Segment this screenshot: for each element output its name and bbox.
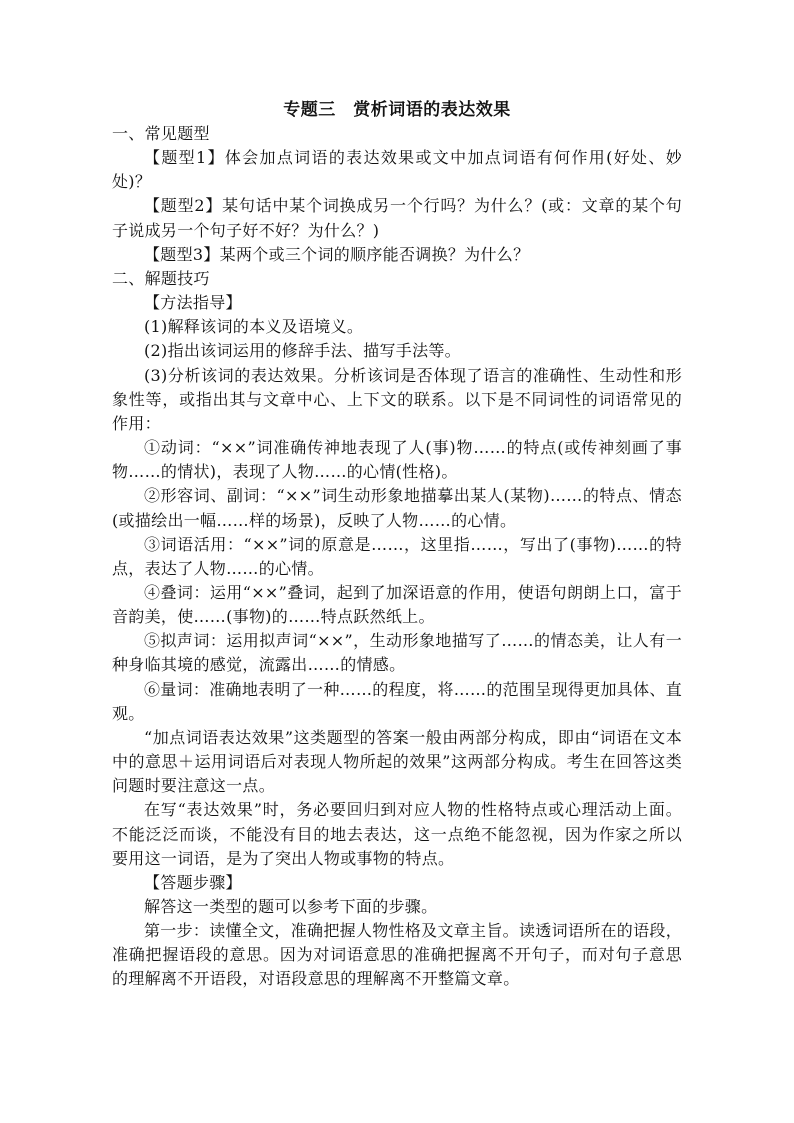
page-title: 专题三 赏析词语的表达效果 xyxy=(283,100,511,120)
body-paragraph: (2)指出该词运用的修辞手法、描写手法等。 xyxy=(144,341,461,361)
body-paragraph: 在写“表达效果”时，务必要回归到对应人物的性格特点或心理活动上面。不能泛泛而谈，不能没有目的地去表达，这一点绝不能忽视，因为作家之所以要用这一词语，是为了突出人物或事物的特点。 xyxy=(112,800,682,868)
document-body xyxy=(112,122,682,992)
body-paragraph: 【题型1】体会加点词语的表达效果或文中加点词语有何作用(好处、妙处)？ xyxy=(112,148,682,192)
body-paragraph: 【题型2】某句话中某个词换成另一个行吗？为什么？(或：文章的某个句子说成另一个句子好不好？为什么？) xyxy=(112,196,682,240)
body-paragraph: ③词语活用：“××”词的原意是……，这里指……，写出了(事物)……的特点，表达了人物……的心情。 xyxy=(112,534,682,578)
section-heading: 一、常见题型 xyxy=(112,124,210,143)
body-paragraph: “加点词语表达效果”这类题型的答案一般由两部分构成，即由“词语在文本中的意思＋运用词语后对表现人物所起的效果”这两部分构成。考生在回答这类问题时要注意这一点。 xyxy=(112,727,682,796)
body-paragraph: (3)分析该词的表达效果。分析该词是否体现了语言的准确性、生动性和形象性等，或指出其与文章中心、上下文的联系。以下是不同词性的词语常见的作用： xyxy=(112,365,682,433)
body-paragraph: 【题型3】某两个或三个词的顺序能否调换？为什么？ xyxy=(144,244,530,264)
body-paragraph: ④叠词：运用“××”叠词，起到了加深语意的作用，使语句朗朗上口，富于音韵美，使……(事物)的……特点跃然纸上。 xyxy=(112,582,682,627)
body-paragraph: ①动词：“××”词准确传神地表现了人(事)物……的特点(或传神刻画了事物……的情状)，表现了人物……的心情(性格)。 xyxy=(112,438,682,482)
body-paragraph: ②形容词、副词：“××”词生动形象地描摹出某人(某物)……的特点、情态(或描绘出一幅……样的场景)，反映了人物……的心情。 xyxy=(112,486,682,530)
body-paragraph: 解答这一类型的题可以参考下面的步骤。 xyxy=(144,897,438,916)
section-heading: 二、解题技巧 xyxy=(112,268,210,288)
body-paragraph: 【答题步骤】 xyxy=(144,872,242,892)
body-paragraph: ⑥量词：准确地表明了一种……的程度，将……的范围呈现得更加具体、直观。 xyxy=(112,679,682,723)
body-paragraph: 【方法指导】 xyxy=(144,293,242,313)
body-paragraph: ⑤拟声词：运用拟声词“××”，生动形象地描写了……的情态美，让人有一种身临其境的感觉，流露出……的情感。 xyxy=(112,631,682,675)
body-paragraph: 第一步：读懂全文，准确把握人物性格及文章主旨。读透词语所在的语段，准确把握语段的意思。因为对词语意思的准确把握离不开句子，而对句子意思的理解离不开语段，对语段意思的理解离不开整篇文章。 xyxy=(112,921,682,989)
body-paragraph: (1)解释该词的本义及语境义。 xyxy=(144,317,364,337)
